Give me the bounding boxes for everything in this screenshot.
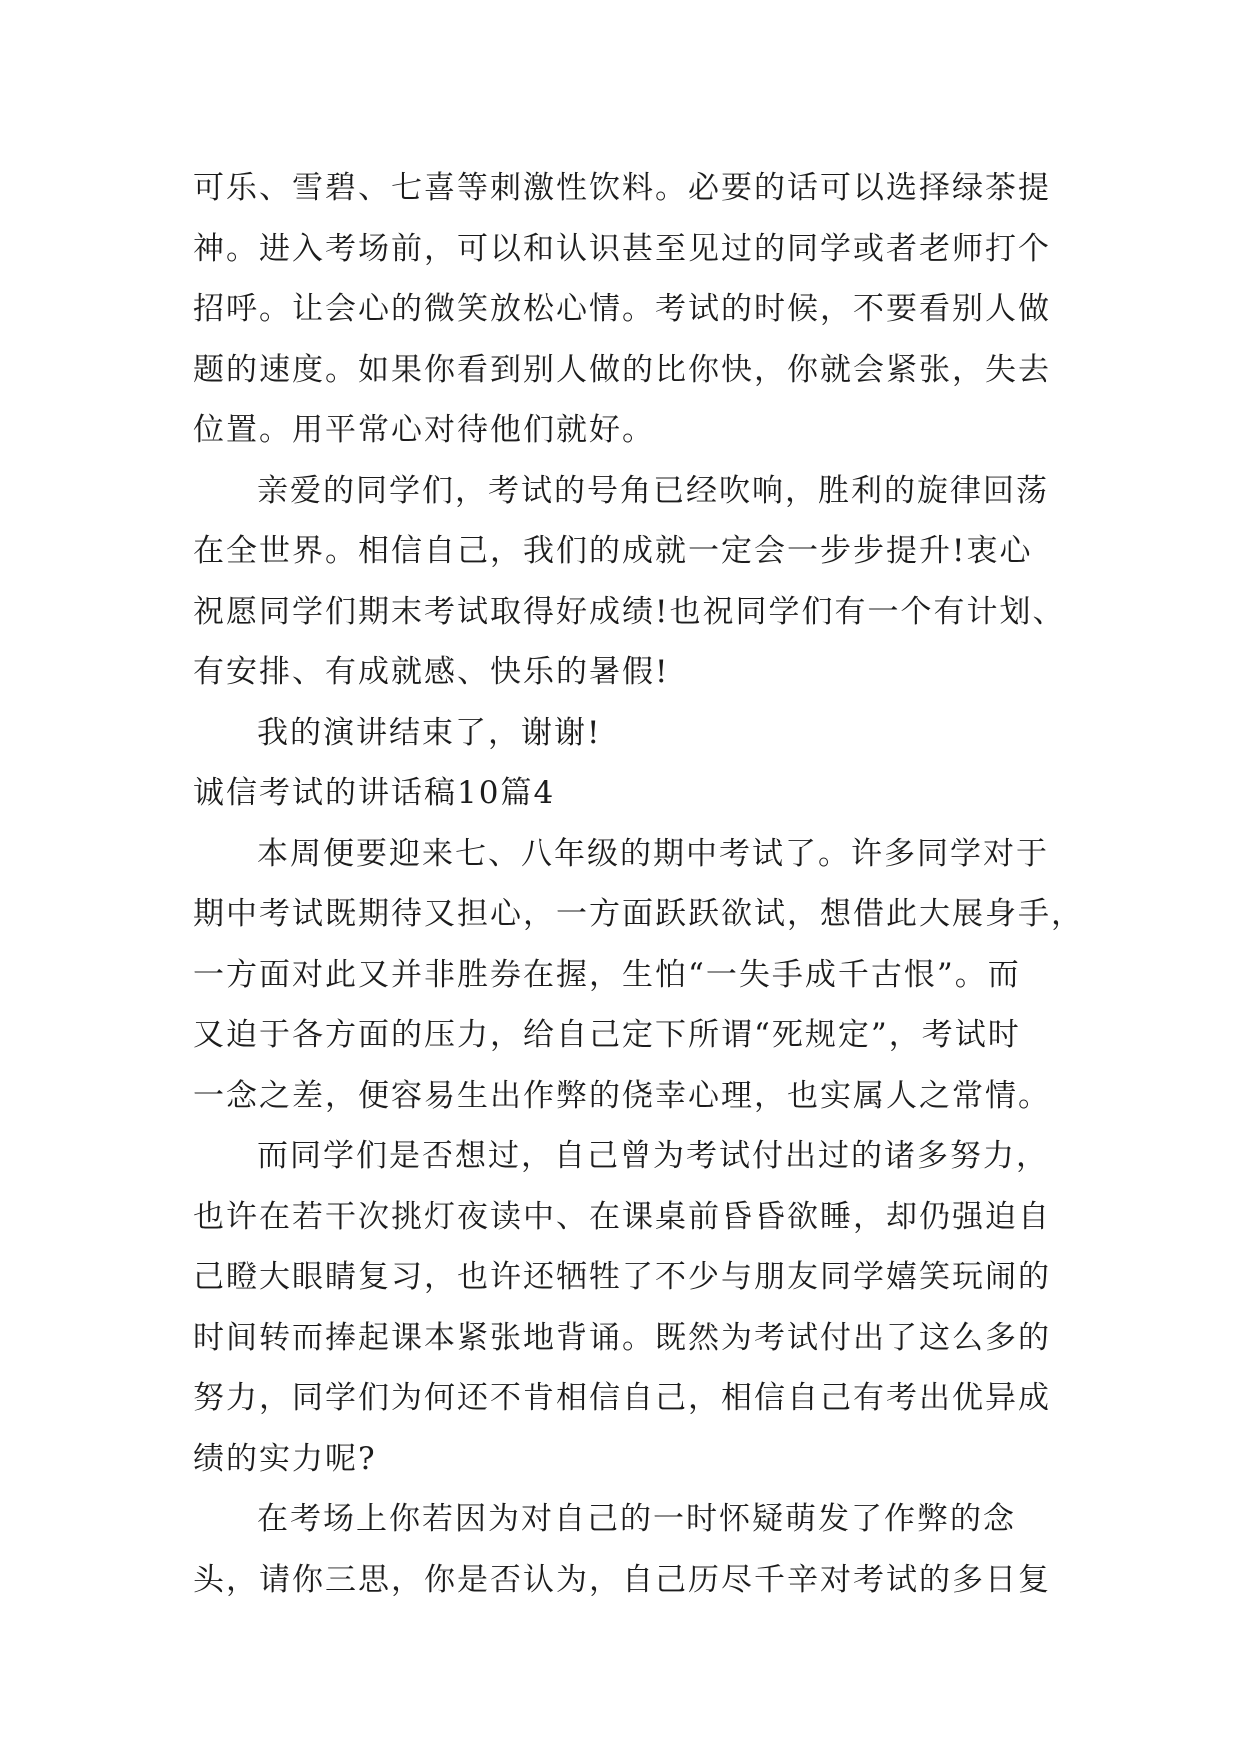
paragraph-first-line: 我的演讲结束了，谢谢! bbox=[257, 714, 602, 751]
text-line: 时间转而捧起课本紧张地背诵。既然为考试付出了这么多的 bbox=[193, 1319, 1051, 1356]
text-line: 位置。用平常心对待他们就好。 bbox=[193, 412, 655, 448]
document-body bbox=[193, 158, 1084, 1610]
text-line: 也许在若干次挑灯夜读中、在课桌前昏昏欲睡，却仍强迫自 bbox=[193, 1198, 1051, 1235]
paragraph-first-line: 亲爱的同学们，考试的号角已经吹响，胜利的旋律回荡 bbox=[257, 472, 1049, 509]
paragraph-first-line: 本周便要迎来七、八年级的期中考试了。许多同学对于 bbox=[257, 835, 1049, 872]
text-line: 努力，同学们为何还不肯相信自己，相信自己有考出优异成 bbox=[193, 1380, 1051, 1416]
section-heading: 诚信考试的讲话稿10篇4 bbox=[193, 775, 556, 811]
text-line: 一方面对此又并非胜券在握，生怕“一失手成千古恨”。而 bbox=[193, 956, 1021, 993]
text-line: 头，请你三思，你是否认为，自己历尽千辛对考试的多日复 bbox=[193, 1561, 1051, 1598]
text-line: 可乐、雪碧、七喜等刺激性饮料。必要的话可以选择绿茶提 bbox=[193, 170, 1051, 206]
paragraph-first-line: 而同学们是否想过，自己曾为考试付出过的诸多努力， bbox=[257, 1138, 1049, 1174]
text-line: 一念之差，便容易生出作弊的侥幸心理，也实属人之常情。 bbox=[193, 1077, 1051, 1114]
text-line: 期中考试既期待又担心，一方面跃跃欲试，想借此大展身手， bbox=[193, 896, 1084, 932]
text-line: 招呼。让会心的微笑放松心情。考试的时候，不要看别人做 bbox=[193, 291, 1051, 327]
text-line: 题的速度。如果你看到别人做的比你快，你就会紧张，失去 bbox=[193, 351, 1051, 388]
text-line: 又迫于各方面的压力，给自己定下所谓“死规定”，考试时 bbox=[193, 1017, 1021, 1053]
text-line: 绩的实力呢? bbox=[193, 1440, 377, 1477]
text-line: 有安排、有成就感、快乐的暑假! bbox=[193, 654, 670, 690]
text-line: 神。进入考场前，可以和认识甚至见过的同学或者老师打个 bbox=[193, 230, 1051, 267]
text-line: 己瞪大眼睛复习，也许还牺牲了不少与朋友同学嬉笑玩闹的 bbox=[193, 1259, 1051, 1295]
text-line: 祝愿同学们期末考试取得好成绩!也祝同学们有一个有计划、 bbox=[193, 593, 1066, 630]
paragraph-first-line: 在考场上你若因为对自己的一时怀疑萌发了作弊的念 bbox=[257, 1501, 1016, 1537]
text-line: 在全世界。相信自己，我们的成就一定会一步步提升!衷心 bbox=[193, 533, 1033, 569]
